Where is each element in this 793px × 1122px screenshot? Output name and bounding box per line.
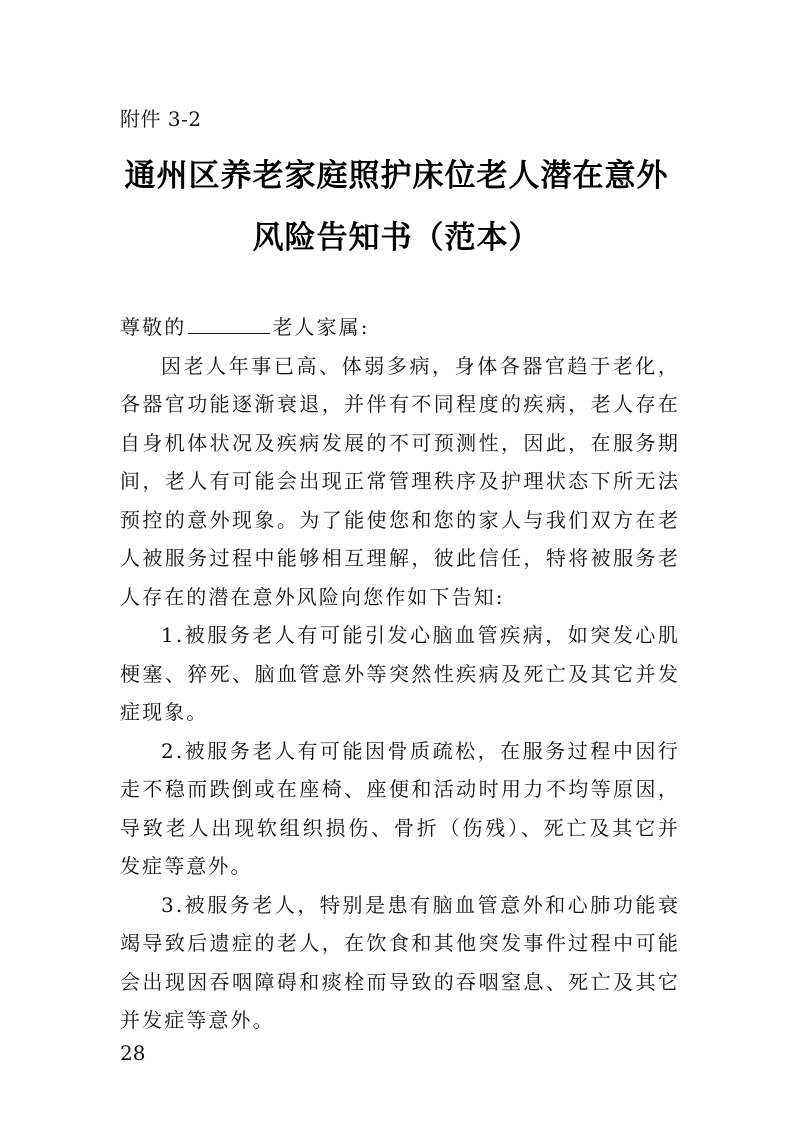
risk-item-1: 1.被服务老人有可能引发心脑血管疾病，如突发心肌梗塞、猝死、脑血管意外等突然性疾病及死亡及其它并发症现象。 xyxy=(120,623,680,724)
document-body xyxy=(120,308,680,1040)
attachment-label: 附件 3-2 xyxy=(120,107,202,131)
risk-item-2: 2.被服务老人有可能因骨质疏松，在服务过程中因行走不稳而跌倒或在座椅、座便和活动时用力不均等原因，导致老人出现软组织损伤、骨折（伤残）、死亡及其它并发症等意外。 xyxy=(120,738,680,878)
document-title-line-2: 风险告知书（范本） xyxy=(252,220,541,256)
salutation-prefix: 尊敬的 xyxy=(120,315,187,339)
page-number: 28 xyxy=(120,1041,146,1065)
intro-paragraph: 因老人年事已高、体弱多病，身体各器官趋于老化，各器官功能逐渐衰退，并伴有不同程度的疾病，老人存在自身机体状况及疾病发展的不可预测性，因此，在服务期间，老人有可能会出现正常管理秩序及护理状态下所无法预控的意外现象。为了能使您和您的家人与我们双方在老人被服务过程中能够相互理解，彼此信任，特将被服务老人存在的潜在意外风险向您作如下告知: xyxy=(120,353,680,609)
document-title-line-1: 通州区养老家庭照护床位老人潜在意外 xyxy=(124,158,669,194)
risk-item-3: 3.被服务老人，特别是患有脑血管意外和心肺功能衰竭导致后遗症的老人，在饮食和其他突发事件过程中可能会出现因吞咽障碍和痰栓而导致的吞咽窒息、死亡及其它并发症等意外。 xyxy=(120,892,680,1032)
salutation xyxy=(120,308,680,347)
salutation-suffix: 老人家属: xyxy=(272,315,370,339)
name-blank-line xyxy=(188,315,270,334)
